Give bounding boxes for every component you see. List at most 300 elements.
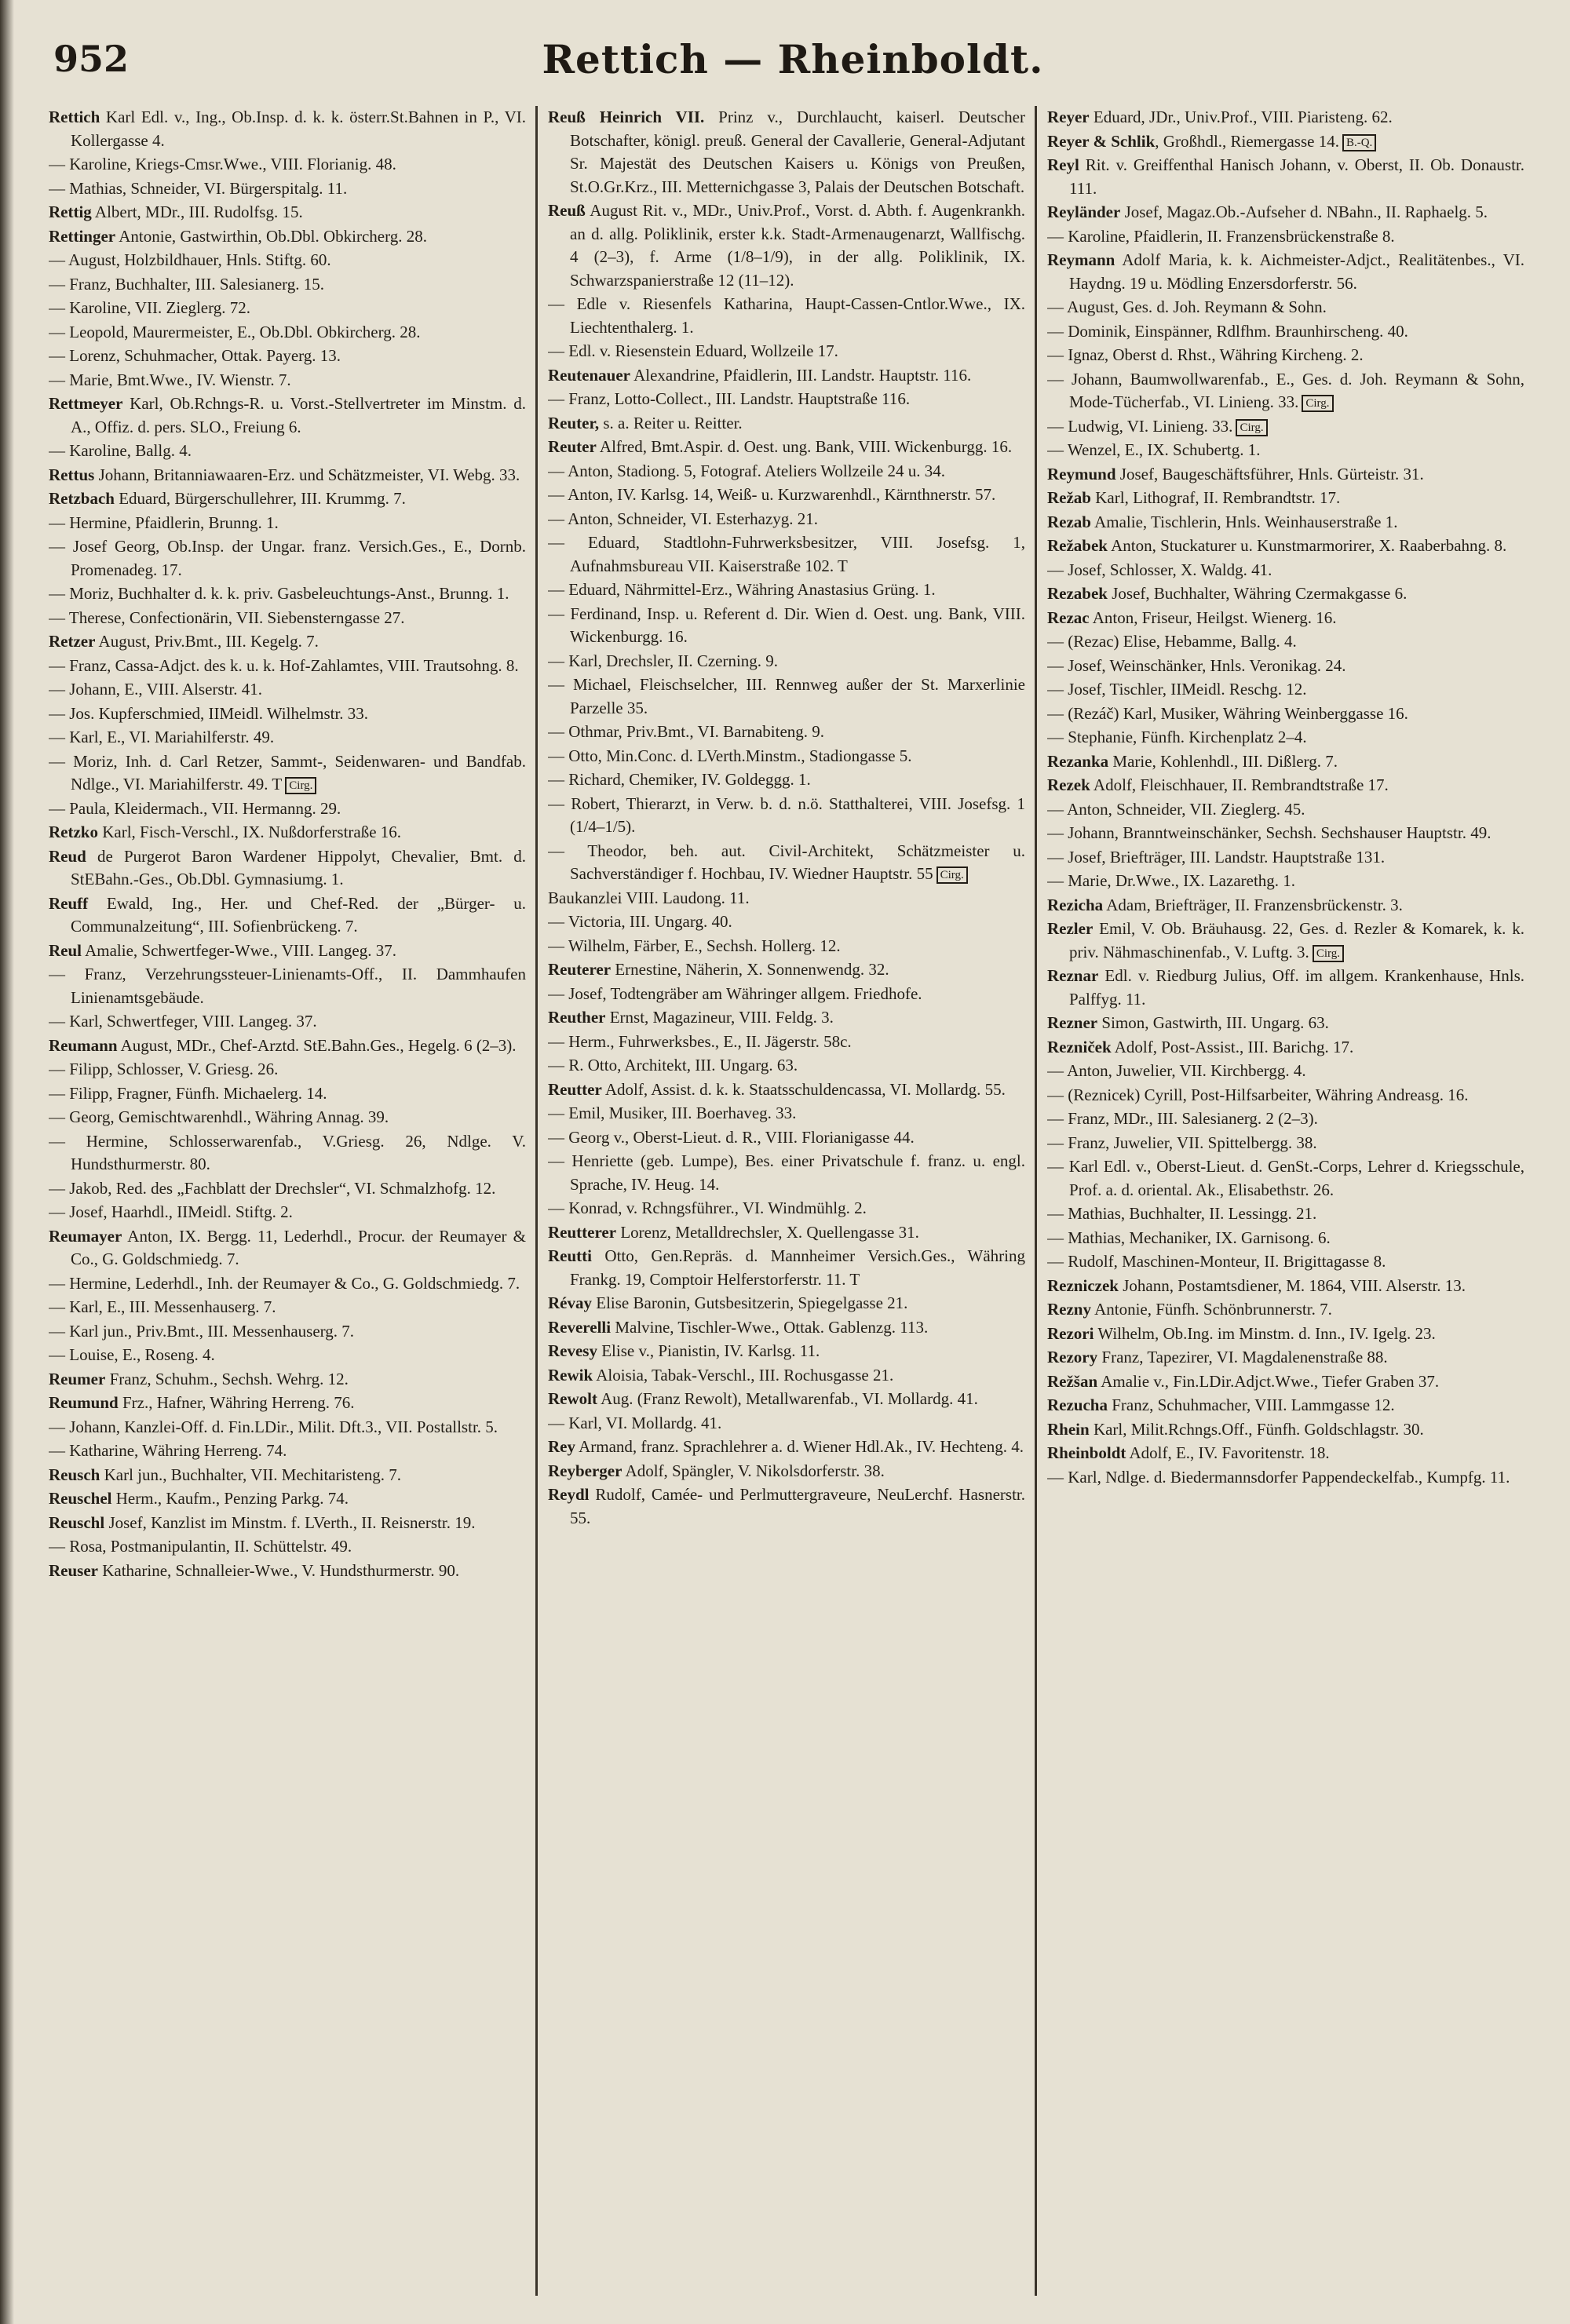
directory-entry — [548, 508, 1025, 531]
entry-surname: Reutti — [548, 1246, 592, 1265]
entry-surname: Reuser — [49, 1560, 98, 1580]
entry-details: — Josef, Schlosser, X. Waldg. 41. — [1047, 560, 1272, 579]
entry-details: — Mathias, Buchhalter, II. Lessingg. 21. — [1047, 1204, 1317, 1223]
entry-details: — Franz, Buchhalter, III. Salesianerg. 15. — [49, 274, 325, 294]
entry-details: — Moriz, Inh. d. Carl Retzer, Sammt-, Seidenwaren- und Bandfab. Ndlge., VI. Mariahilferstr. 49. T — [49, 751, 526, 794]
entry-details: Prinz v., Durchlaucht, kaiserl. Deutscher Botschafter, königl. preuß. General der Cavallerie, General-Adjutant Sr. Majestät des Deutschen Kaisers u. Königs von Preußen, St.O.Gr.Krz., III. Metternichgasse 3, Palais der Deutschen Botschaft. — [570, 108, 1025, 196]
entry-details: — Franz, MDr., III. Salesianerg. 2 (2–3). — [1047, 1109, 1318, 1128]
directory-entry — [548, 1197, 1025, 1220]
entry-details: — Karoline, Pfaidlerin, II. Franzensbrückenstraße 8. — [1047, 226, 1395, 246]
directory-entry — [1047, 1107, 1524, 1131]
entry-details: — Anton, Stadiong. 5, Fotograf. Ateliers Wollzeile 24 u. 34. — [548, 461, 945, 480]
directory-entry — [1047, 1250, 1524, 1274]
entry-badge: Cirg. — [1236, 419, 1267, 436]
entry-details: Aloisia, Tabak-Verschl., III. Rochusgasse 21. — [593, 1365, 894, 1385]
entry-details: — Karl jun., Priv.Bmt., III. Messenhauserg. 7. — [49, 1321, 355, 1341]
directory-entry — [1047, 1323, 1524, 1346]
entry-details: — Marie, Dr.Wwe., IX. Lazarethg. 1. — [1047, 871, 1296, 890]
entry-surname: Rezniček — [1047, 1037, 1112, 1056]
entry-details: Josef, Baugeschäftsführer, Hnls. Gürteistr. 31. — [1115, 464, 1424, 483]
entry-surname: Reyländer — [1047, 202, 1121, 221]
entry-details: Antonie, Fünfh. Schönbrunnerstr. 7. — [1091, 1300, 1332, 1319]
entry-details: — Edl. v. Riesenstein Eduard, Wollzeile 17. — [548, 341, 838, 360]
directory-entry — [1047, 368, 1524, 414]
directory-entry — [1047, 1132, 1524, 1155]
directory-entry — [548, 460, 1025, 483]
directory-entry — [1047, 774, 1524, 797]
entry-details: Otto, Gen.Repräs. d. Mannheimer Versich.Ges., Währing Frankg. 19, Comptoir Helferstorferstr. 11. T — [570, 1246, 1025, 1289]
entry-surname: Reymund — [1047, 464, 1116, 483]
column-2 — [548, 106, 1025, 2296]
entry-details: Lorenz, Metalldrechsler, X. Quellengasse 31. — [616, 1222, 919, 1242]
directory-entry — [548, 531, 1025, 578]
entry-details: — Franz, Lotto-Collect., III. Landstr. Hauptstraße 116. — [548, 389, 911, 408]
entry-surname: Reutterer — [548, 1222, 617, 1242]
entry-details: — Herm., Fuhrwerksbes., E., II. Jägerstr. 58c. — [548, 1031, 852, 1051]
directory-entry — [49, 153, 526, 177]
entry-surname: Rettinger — [49, 226, 116, 246]
entry-details: — Ludwig, VI. Linieng. 33. — [1047, 416, 1233, 436]
directory-entry — [49, 821, 526, 845]
directory-entry — [1047, 439, 1524, 462]
directory-entry — [1047, 1227, 1524, 1250]
directory-entry — [1047, 894, 1524, 918]
directory-entry — [49, 535, 526, 582]
entry-details: Adolf Maria, k. k. Aichmeister-Adjct., Realitätenbes., VI. Haydng. 19 u. Mödling Enzersdorferstr. 56. — [1069, 250, 1524, 293]
entry-surname: Reumund — [49, 1393, 119, 1412]
entry-details: — Othmar, Priv.Bmt., VI. Barnabiteng. 9. — [548, 722, 825, 741]
directory-entry — [548, 364, 1025, 388]
entry-surname: Retzbach — [49, 489, 115, 508]
entry-surname: Reuterer — [548, 960, 612, 979]
entry-details: — Hermine, Schlosserwarenfab., V.Griesg. 26, Ndlge. V. Hundsthurmerstr. 80. — [49, 1131, 526, 1173]
entry-surname: Rezori — [1047, 1323, 1094, 1343]
directory-entry — [1047, 106, 1524, 130]
entry-details: — Lorenz, Schuhmacher, Ottak. Payerg. 13. — [49, 346, 341, 365]
directory-entry — [1047, 225, 1524, 249]
directory-entry — [49, 321, 526, 345]
entry-surname: Reverelli — [548, 1317, 612, 1337]
entry-details: Emil, V. Ob. Bräuhausg. 22, Ges. d. Rezler & Komarek, k. k. priv. Nähmaschinenfab., V. Luftg. 3. — [1069, 919, 1524, 961]
running-head: Rettich — Rheinboldt. — [542, 36, 1044, 82]
entry-surname: Rewolt — [548, 1389, 597, 1408]
directory-entry — [548, 578, 1025, 602]
entry-details: Karl, Fisch-Verschl., IX. Nußdorferstraße 16. — [97, 823, 402, 841]
directory-entry — [548, 603, 1025, 649]
entry-surname: Rezicha — [1047, 895, 1104, 914]
directory-entry — [1047, 320, 1524, 344]
directory-entry — [1047, 1466, 1524, 1490]
entry-details: — R. Otto, Architekt, III. Ungarg. 63. — [548, 1056, 798, 1074]
entry-details: — Victoria, III. Ungarg. 40. — [548, 912, 732, 931]
directory-entry — [1047, 249, 1524, 295]
entry-details: — Wenzel, E., IX. Schubertg. 1. — [1047, 440, 1261, 459]
directory-entry — [548, 983, 1025, 1006]
directory-entry — [49, 1344, 526, 1367]
directory-entry — [1047, 1418, 1524, 1442]
entry-details: — Franz, Verzehrungssteuer-Linienamts-Off., II. Dammhaufen Linienamtsgebäude. — [49, 965, 526, 1007]
entry-details: — Karl, E., III. Messenhauserg. 7. — [49, 1297, 276, 1316]
entry-surname: Rezanka — [1047, 751, 1109, 771]
entry-details: Amalie, Tischlerin, Hnls. Weinhauserstraße 1. — [1091, 512, 1398, 531]
directory-entry — [49, 369, 526, 392]
directory-entry — [1047, 870, 1524, 893]
entry-details: — Josef, Todtengräber am Währinger allgem. Friedhofe. — [548, 983, 922, 1003]
directory-entry — [1047, 846, 1524, 870]
directory-entry — [49, 225, 526, 249]
entry-details: Adolf, Fleischhauer, II. Rembrandtstraße 17. — [1090, 775, 1389, 794]
directory-entry — [1047, 511, 1524, 534]
entry-details: — Leopold, Maurermeister, E., Ob.Dbl. Obkircherg. 28. — [49, 322, 421, 341]
entry-surname: Reyl — [1047, 155, 1079, 174]
entry-details: Simon, Gastwirth, III. Ungarg. 63. — [1097, 1013, 1329, 1032]
entry-details: — Ferdinand, Insp. u. Referent d. Dir. Wien d. Oest. ung. Bank, VIII. Wickenburgg. 16. — [548, 604, 1025, 646]
directory-entry — [1047, 822, 1524, 845]
page-header — [47, 30, 1539, 93]
directory-entry — [1047, 582, 1524, 606]
entry-details: — Filipp, Fragner, Fünfh. Michaelerg. 14. — [49, 1083, 327, 1103]
entry-surname: Reusch — [49, 1465, 100, 1484]
column-1 — [49, 106, 526, 2296]
entry-surname: Rezler — [1047, 919, 1094, 938]
entry-surname: Reydl — [548, 1485, 590, 1504]
directory-entry — [49, 630, 526, 654]
entry-details: — Konrad, v. Rchngsführer., VI. Windmühlg. 2. — [548, 1198, 867, 1217]
entry-details: Armand, franz. Sprachlehrer a. d. Wiener Hdl.Ak., IV. Hechteng. 4. — [575, 1437, 1024, 1456]
entry-details: — Ignaz, Oberst d. Rhst., Währing Kircheng. 2. — [1047, 345, 1364, 364]
entry-details: Eduard, JDr., Univ.Prof., VIII. Piaristeng. 62. — [1089, 108, 1393, 126]
directory-entry — [1047, 415, 1524, 439]
directory-entry — [548, 958, 1025, 982]
column-divider — [535, 106, 538, 2296]
entry-surname: Rezac — [1047, 607, 1090, 627]
directory-entry — [49, 1272, 526, 1296]
entry-surname: Rezab — [1047, 512, 1091, 531]
directory-entry — [49, 249, 526, 272]
entry-details: Adolf, Post-Assist., III. Barichg. 17. — [1111, 1037, 1354, 1056]
directory-entry — [49, 1416, 526, 1439]
entry-details: — Karoline, Kriegs-Cmsr.Wwe., VIII. Florianig. 48. — [49, 155, 396, 173]
entry-details: Albert, MDr., III. Rudolfsg. 15. — [91, 202, 303, 221]
directory-entry — [1047, 344, 1524, 367]
entry-details: — Mathias, Schneider, VI. Bürgerspitalg. 11. — [49, 178, 348, 198]
directory-entry — [49, 1439, 526, 1463]
entry-surname: Rezabek — [1047, 584, 1108, 603]
entry-badge: B.-Q. — [1342, 134, 1376, 151]
entry-details: Amalie v., Fin.LDir.Adjct.Wwe., Tiefer Graben 37. — [1097, 1371, 1440, 1391]
entry-details: — Michael, Fleischselcher, III. Rennweg außer der St. Marxerlinie Parzelle 35. — [548, 675, 1025, 717]
directory-entry — [548, 650, 1025, 673]
entry-details: — Georg, Gemischtwarenhdl., Währing Annag. 39. — [49, 1107, 389, 1126]
entry-details: Elise v., Pianistin, IV. Karlsg. 11. — [597, 1341, 820, 1360]
entry-details: Franz, Tapezirer, VI. Magdalenenstraße 88. — [1097, 1348, 1388, 1366]
directory-entry — [548, 1245, 1025, 1291]
entry-details: — Karl, VI. Mollardg. 41. — [548, 1413, 722, 1432]
directory-entry — [49, 440, 526, 463]
entry-surname: Reyer & Schlik — [1047, 131, 1156, 151]
directory-entry — [1047, 630, 1524, 654]
column-3 — [1047, 106, 1524, 2296]
directory-entry — [1047, 154, 1524, 200]
entry-details: — Therese, Confectionärin, VII. Siebensterngasse 27. — [49, 607, 405, 627]
entry-surname: Rewik — [548, 1365, 593, 1385]
directory-entry — [49, 1034, 526, 1058]
entry-details: Alfred, Bmt.Aspir. d. Oest. ung. Bank, VIII. Wickenburgg. 16. — [596, 437, 1013, 456]
entry-details: August Rit. v., MDr., Univ.Prof., Vorst. d. Abth. f. Augenkrankh. an d. allg. Poliklinik, erster k.k. Stadt-Armenaugenarzt, Wallfischg. 4 (2–3), f. Arme (1/8–1/9), in der allg. Poliklinik, IX. Schwarzspanierstraße 12 (11–12). — [570, 201, 1025, 290]
entry-details: — Eduard, Nährmittel-Erz., Währing Anastasius Grüng. 1. — [548, 580, 936, 599]
directory-columns — [49, 106, 1524, 2296]
entry-details: Anton, IX. Bergg. 11, Lederhdl., Procur. der Reumayer & Co., G. Goldschmiedg. 7. — [71, 1226, 526, 1268]
directory-entry — [548, 106, 1025, 199]
entry-details: — Marie, Bmt.Wwe., IV. Wienstr. 7. — [49, 370, 291, 389]
directory-entry — [49, 1512, 526, 1535]
entry-details: , Großhdl., Riemergasse 14. — [1155, 131, 1339, 151]
entry-surname: Reutter — [548, 1079, 602, 1099]
entry-surname: Režab — [1047, 488, 1091, 507]
directory-entry — [548, 1126, 1025, 1150]
entry-details: — Richard, Chemiker, IV. Goldeggg. 1. — [548, 770, 811, 789]
directory-entry — [49, 464, 526, 487]
entry-details: Karl, Ob.Rchngs-R. u. Vorst.-Stellvertreter im Minstm. d. A., Offiz. d. pers. SLO., Freiung 6. — [71, 394, 526, 436]
directory-entry — [49, 106, 526, 152]
directory-entry — [548, 1292, 1025, 1315]
directory-entry — [49, 1130, 526, 1177]
entry-surname: Retzer — [49, 632, 96, 651]
entry-details: — Wilhelm, Färber, E., Sechsh. Hollerg. 12. — [548, 936, 841, 955]
directory-entry — [1047, 559, 1524, 582]
directory-entry — [49, 177, 526, 201]
entry-details: — Franz, Juwelier, VII. Spittelbergg. 38. — [1047, 1133, 1317, 1152]
entry-surname: Reuschl — [49, 1512, 105, 1532]
directory-entry — [49, 1368, 526, 1392]
directory-entry — [548, 1054, 1025, 1078]
directory-entry — [1047, 1346, 1524, 1370]
entry-surname: Rezory — [1047, 1348, 1098, 1366]
directory-entry — [49, 607, 526, 630]
entry-details: — Louise, E., Roseng. 4. — [49, 1345, 215, 1364]
directory-entry — [1047, 487, 1524, 510]
directory-entry — [548, 1483, 1025, 1530]
entry-details: — Johann, Branntweinschänker, Sechsh. Sechshauser Hauptstr. 49. — [1047, 823, 1492, 842]
directory-entry — [548, 793, 1025, 839]
entry-surname: Reul — [49, 940, 82, 960]
entry-surname: Rettig — [49, 202, 92, 221]
entry-details: — Anton, Schneider, VII. Zieglerg. 45. — [1047, 799, 1305, 819]
directory-entry — [548, 1006, 1025, 1030]
entry-details: — Filipp, Schlosser, V. Griesg. 26. — [49, 1060, 279, 1078]
entry-surname: Režabek — [1047, 536, 1108, 555]
entry-details: — Moriz, Buchhalter d. k. k. priv. Gasbeleuchtungs-Anst., Brunng. 1. — [49, 584, 509, 603]
entry-surname: Reuß Heinrich VII. — [548, 108, 705, 126]
directory-entry — [49, 1058, 526, 1082]
entry-badge: Cirg. — [285, 777, 316, 794]
entry-surname: Révay — [548, 1293, 592, 1312]
directory-entry — [548, 388, 1025, 411]
entry-details: — Emil, Musiker, III. Boerhaveg. 33. — [548, 1104, 797, 1122]
entry-details: Ewald, Ing., Her. und Chef-Red. der „Bürger- u. Communalzeitung“, III. Sofienbrückeng. 7. — [71, 893, 526, 936]
entry-details: — Rudolf, Maschinen-Monteur, II. Brigittagasse 8. — [1047, 1252, 1386, 1271]
entry-details: s. a. Reiter u. Reitter. — [599, 413, 743, 432]
entry-details: — Edle v. Riesenfels Katharina, Haupt-Cassen-Cntlor.Wwe., IX. Liechtenthalerg. 1. — [548, 294, 1025, 337]
entry-details: — August, Holzbildhauer, Hnls. Stiftg. 60. — [49, 250, 331, 269]
entry-details: — Eduard, Stadtlohn-Fuhrwerksbesitzer, VIII. Josefsg. 1, Aufnahmsbureau VII. Kaiserstraße 102. T — [548, 533, 1025, 575]
entry-details: — Anton, Schneider, VI. Esterhazyg. 21. — [548, 509, 819, 528]
entry-details: Karl jun., Buchhalter, VII. Mechitaristeng. 7. — [100, 1465, 402, 1484]
directory-entry — [49, 1392, 526, 1415]
entry-details: August, Priv.Bmt., III. Kegelg. 7. — [95, 632, 319, 651]
entry-details: — Johann, Baumwollwarenfab., E., Ges. d. Joh. Reymann & Sohn, Mode-Tücherfab., VI. Linieng. 33. — [1047, 369, 1524, 411]
directory-entry — [1047, 130, 1524, 154]
entry-details: — Karl Edl. v., Oberst-Lieut. d. GenSt.-Corps, Lehrer d. Kriegsschule, Prof. a. d. oriental. Ak., Elisabethstr. 26. — [1047, 1157, 1524, 1199]
entry-details: — Josef, Briefträger, III. Landstr. Hauptstraße 131. — [1047, 847, 1386, 866]
directory-entry — [1047, 702, 1524, 726]
directory-entry — [49, 702, 526, 726]
entry-details: — Stephanie, Fünfh. Kirchenplatz 2–4. — [1047, 728, 1307, 746]
entry-details: Elise Baronin, Gutsbesitzerin, Spiegelgasse 21. — [592, 1293, 908, 1312]
entry-surname: Rezucha — [1047, 1395, 1108, 1414]
entry-details: — Theodor, beh. aut. Civil-Architekt, Schätzmeister u. Sachverständiger f. Hochbau, IV. Wiedner Hauptstr. 55 — [548, 841, 1025, 883]
entry-surname: Reuff — [49, 893, 89, 913]
entry-details: August, MDr., Chef-Arztd. StE.Bahn.Ges., Hegelg. 6 (2–3). — [117, 1035, 517, 1055]
directory-entry — [1047, 1060, 1524, 1083]
directory-entry — [548, 483, 1025, 507]
directory-entry — [1047, 201, 1524, 224]
entry-surname: Reutenauer — [548, 365, 630, 385]
directory-entry — [1047, 296, 1524, 319]
directory-entry — [49, 1296, 526, 1319]
directory-entry — [1047, 750, 1524, 774]
entry-details: Franz, Schuhmacher, VIII. Lammgasse 12. — [1108, 1395, 1395, 1414]
entry-details: — Dominik, Einspänner, Rdlfhm. Braunhirscheng. 40. — [1047, 321, 1408, 341]
entry-surname: Rettmeyer — [49, 394, 123, 413]
entry-details: — Katharine, Währing Herreng. 74. — [49, 1441, 287, 1460]
entry-details: Adolf, Spängler, V. Nikolsdorferstr. 38. — [622, 1461, 885, 1480]
entry-details: Eduard, Bürgerschullehrer, III. Krummg. 7. — [114, 489, 406, 508]
directory-entry — [49, 1106, 526, 1129]
entry-details: — Johann, Kanzlei-Off. d. Fin.LDir., Milit. Dft.3., VII. Postallstr. 5. — [49, 1417, 498, 1436]
directory-entry — [548, 1364, 1025, 1388]
entry-surname: Reuter, — [548, 413, 600, 432]
directory-entry — [548, 340, 1025, 363]
entry-surname: Reznar — [1047, 966, 1099, 985]
directory-entry — [1047, 798, 1524, 822]
directory-entry — [548, 768, 1025, 792]
entry-surname: Reumer — [49, 1369, 106, 1388]
directory-entry — [1047, 1012, 1524, 1035]
entry-surname: Reuther — [548, 1008, 606, 1027]
entry-details: — (Rezáč) Karl, Musiker, Währing Weinberggasse 16. — [1047, 703, 1408, 723]
directory-entry — [1047, 1275, 1524, 1298]
directory-entry — [1047, 1084, 1524, 1107]
entry-details: — Josef, Weinschänker, Hnls. Veronikag. 24. — [1047, 655, 1346, 675]
entry-details: — Karl, Drechsler, II. Czerning. 9. — [548, 651, 779, 670]
entry-details: Adolf, Assist. d. k. k. Staatsschuldencassa, VI. Mollardg. 55. — [601, 1079, 1006, 1099]
directory-entry — [548, 436, 1025, 459]
entry-details: Karl, Lithograf, II. Rembrandtstr. 17. — [1091, 488, 1341, 507]
entry-details: Josef, Kanzlist im Minstm. f. LVerth., II. Reisnerstr. 19. — [104, 1512, 476, 1532]
entry-details: Wilhelm, Ob.Ing. im Minstm. d. Inn., IV. Igelg. 23. — [1094, 1323, 1436, 1343]
directory-entry — [49, 655, 526, 678]
entry-details: — Jos. Kupferschmied, IIMeidl. Wilhelmstr. 33. — [49, 703, 369, 723]
scan-edge-shadow — [0, 0, 14, 2324]
entry-surname: Rezner — [1047, 1013, 1098, 1032]
entry-surname: Reymann — [1047, 250, 1115, 269]
entry-details: Adam, Briefträger, II. Franzensbrückenstr. 3. — [1103, 895, 1403, 914]
entry-details: — Karl, Ndlge. d. Biedermannsdorfer Pappendeckelfab., Kumpfg. 11. — [1047, 1467, 1510, 1487]
page-number: 952 — [53, 38, 130, 80]
entry-details: — Rosa, Postmanipulantin, II. Schüttelstr. 49. — [49, 1537, 352, 1556]
entry-details: — Karoline, Ballg. 4. — [49, 441, 192, 460]
entry-details: Johann, Postamtsdiener, M. 1864, VIII. Alserstr. 13. — [1118, 1275, 1466, 1295]
entry-details: — Mathias, Mechaniker, IX. Garnisong. 6. — [1047, 1228, 1331, 1247]
directory-entry — [1047, 1155, 1524, 1202]
entry-surname: Rezniczek — [1047, 1275, 1119, 1295]
entry-details: — Otto, Min.Conc. d. LVerth.Minstm., Stadiongasse 5. — [548, 746, 912, 765]
entry-details: Amalie, Schwertfeger-Wwe., VIII. Langeg. 37. — [82, 940, 396, 960]
directory-entry — [548, 1412, 1025, 1436]
entry-surname: Rettich — [49, 108, 100, 126]
entry-details: — Anton, IV. Karlsg. 14, Weiß- u. Kurzwarenhdl., Kärnthnerstr. 57. — [548, 485, 996, 504]
entry-details: Rudolf, Camée- und Perlmuttergraveure, NeuLerchf. Hasnerstr. 55. — [570, 1485, 1025, 1527]
entry-surname: Rezny — [1047, 1300, 1091, 1319]
directory-entry — [49, 487, 526, 511]
directory-entry — [1047, 1394, 1524, 1417]
directory-entry — [49, 939, 526, 963]
entry-details: Alexandrine, Pfaidlerin, III. Landstr. Hauptstr. 116. — [630, 365, 972, 385]
entry-details: Katharine, Schnalleier-Wwe., V. Hundsthurmerstr. 90. — [97, 1560, 460, 1580]
directory-entry — [548, 1102, 1025, 1126]
entry-surname: Reuschel — [49, 1489, 112, 1508]
entry-details: — Anton, Juwelier, VII. Kirchbergg. 4. — [1047, 1061, 1306, 1080]
entry-surname: Reud — [49, 846, 86, 866]
directory-entry — [1047, 1036, 1524, 1060]
entry-surname: Režšan — [1047, 1371, 1098, 1391]
entry-details: — Paula, Kleidermach., VII. Hermanng. 29. — [49, 798, 341, 818]
directory-entry — [49, 297, 526, 320]
entry-badge: Cirg. — [1302, 395, 1333, 412]
entry-details: Anton, Friseur, Heilgst. Wienerg. 16. — [1089, 607, 1337, 627]
directory-entry — [1047, 1298, 1524, 1322]
entry-details: — Georg v., Oberst-Lieut. d. R., VIII. Florianigasse 44. — [548, 1127, 915, 1147]
entry-details: Antonie, Gastwirthin, Ob.Dbl. Obkircherg. 28. — [115, 226, 427, 246]
entry-surname: Reuß — [548, 201, 586, 220]
entry-surname: Rheinboldt — [1047, 1443, 1126, 1462]
directory-entry — [548, 1460, 1025, 1483]
entry-details: — Johann, E., VIII. Alserstr. 41. — [49, 680, 263, 699]
directory-entry — [1047, 678, 1524, 702]
entry-details: — Karl, Schwertfeger, VIII. Langeg. 37. — [49, 1012, 317, 1031]
directory-entry — [1047, 965, 1524, 1011]
directory-entry — [548, 887, 1025, 910]
entry-details: Josef, Buchhalter, Währing Czermakgasse 6. — [1108, 584, 1408, 603]
directory-entry — [548, 1078, 1025, 1102]
directory-entry — [548, 1150, 1025, 1196]
directory-entry — [49, 726, 526, 750]
entry-details: — Hermine, Pfaidlerin, Brunng. 1. — [49, 513, 279, 532]
directory-entry — [548, 1316, 1025, 1340]
entry-details: — Karl, E., VI. Mariahilferstr. 49. — [49, 728, 275, 746]
directory-entry — [49, 392, 526, 439]
entry-details: — Josef, Tischler, IIMeidl. Reschg. 12. — [1047, 680, 1307, 699]
entry-surname: Rhein — [1047, 1419, 1090, 1439]
directory-entry — [49, 750, 526, 797]
entry-surname: Rezek — [1047, 775, 1090, 794]
entry-surname: Reuter — [548, 437, 597, 456]
entry-details: Ernst, Magazineur, VIII. Feldg. 3. — [605, 1008, 834, 1027]
directory-entry — [548, 935, 1025, 958]
entry-surname: Reumayer — [49, 1226, 122, 1246]
entry-details: — Hermine, Lederhdl., Inh. der Reumayer & Co., G. Goldschmiedg. 7. — [49, 1273, 520, 1293]
